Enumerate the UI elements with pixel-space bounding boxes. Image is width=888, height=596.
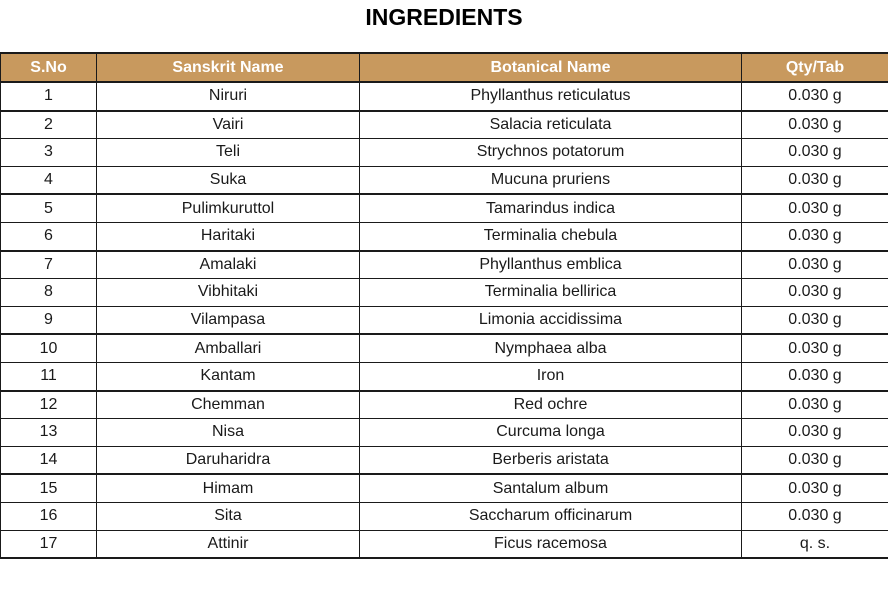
- cell-botanical-name: Terminalia chebula: [360, 222, 742, 250]
- cell-botanical-name: Iron: [360, 362, 742, 390]
- cell-qty: 0.030 g: [742, 419, 888, 447]
- cell-qty: 0.030 g: [742, 279, 888, 307]
- cell-qty: 0.030 g: [742, 306, 888, 334]
- header-sanskrit-name: Sanskrit Name: [97, 53, 360, 82]
- table-row: [1, 530, 888, 558]
- cell-qty: 0.030 g: [742, 166, 888, 194]
- cell-sno: 15: [1, 474, 97, 502]
- cell-botanical-name: Nymphaea alba: [360, 334, 742, 362]
- cell-botanical-name: Tamarindus indica: [360, 194, 742, 222]
- cell-botanical-name: Phyllanthus emblica: [360, 251, 742, 279]
- cell-sanskrit-name: Sita: [97, 502, 360, 530]
- cell-sanskrit-name: Teli: [97, 139, 360, 167]
- cell-qty: 0.030 g: [742, 334, 888, 362]
- cell-qty: 0.030 g: [742, 111, 888, 139]
- cell-sanskrit-name: Attinir: [97, 530, 360, 558]
- cell-sanskrit-name: Niruri: [97, 82, 360, 111]
- cell-botanical-name: Red ochre: [360, 391, 742, 419]
- cell-qty: 0.030 g: [742, 222, 888, 250]
- table-row: [1, 306, 888, 334]
- cell-botanical-name: Saccharum officinarum: [360, 502, 742, 530]
- table-row: [1, 419, 888, 447]
- cell-sno: 16: [1, 502, 97, 530]
- cell-sno: 3: [1, 139, 97, 167]
- table-row: [1, 194, 888, 222]
- header-row: [1, 53, 888, 82]
- table-row: [1, 474, 888, 502]
- cell-sno: 10: [1, 334, 97, 362]
- header-botanical-name: Botanical Name: [360, 53, 742, 82]
- cell-sno: 7: [1, 251, 97, 279]
- table-row: [1, 222, 888, 250]
- cell-sanskrit-name: Suka: [97, 166, 360, 194]
- cell-sno: 8: [1, 279, 97, 307]
- cell-qty: 0.030 g: [742, 502, 888, 530]
- header-sno: S.No: [1, 53, 97, 82]
- cell-qty: 0.030 g: [742, 194, 888, 222]
- cell-sanskrit-name: Nisa: [97, 419, 360, 447]
- cell-sanskrit-name: Vairi: [97, 111, 360, 139]
- cell-sanskrit-name: Chemman: [97, 391, 360, 419]
- table-body: [1, 82, 888, 558]
- cell-sanskrit-name: Kantam: [97, 362, 360, 390]
- cell-sanskrit-name: Vilampasa: [97, 306, 360, 334]
- cell-qty: 0.030 g: [742, 391, 888, 419]
- cell-botanical-name: Terminalia bellirica: [360, 279, 742, 307]
- cell-qty: 0.030 g: [742, 82, 888, 111]
- cell-sno: 14: [1, 446, 97, 474]
- table-row: [1, 251, 888, 279]
- cell-botanical-name: Curcuma longa: [360, 419, 742, 447]
- cell-sno: 9: [1, 306, 97, 334]
- cell-botanical-name: Phyllanthus reticulatus: [360, 82, 742, 111]
- cell-sanskrit-name: Pulimkuruttol: [97, 194, 360, 222]
- cell-sno: 13: [1, 419, 97, 447]
- cell-qty: 0.030 g: [742, 446, 888, 474]
- cell-botanical-name: Berberis aristata: [360, 446, 742, 474]
- cell-qty: 0.030 g: [742, 139, 888, 167]
- cell-botanical-name: Mucuna pruriens: [360, 166, 742, 194]
- cell-sno: 11: [1, 362, 97, 390]
- cell-botanical-name: Salacia reticulata: [360, 111, 742, 139]
- cell-botanical-name: Strychnos potatorum: [360, 139, 742, 167]
- cell-qty: 0.030 g: [742, 362, 888, 390]
- table-row: [1, 279, 888, 307]
- cell-qty: 0.030 g: [742, 474, 888, 502]
- table-header: [1, 53, 888, 82]
- page-title: INGREDIENTS: [365, 4, 523, 30]
- table-row: [1, 334, 888, 362]
- cell-botanical-name: Ficus racemosa: [360, 530, 742, 558]
- cell-sno: 2: [1, 111, 97, 139]
- cell-qty: q. s.: [742, 530, 888, 558]
- table-row: [1, 391, 888, 419]
- cell-sno: 12: [1, 391, 97, 419]
- cell-sanskrit-name: Vibhitaki: [97, 279, 360, 307]
- cell-sanskrit-name: Amalaki: [97, 251, 360, 279]
- cell-sno: 1: [1, 82, 97, 111]
- cell-botanical-name: Limonia accidissima: [360, 306, 742, 334]
- cell-sno: 6: [1, 222, 97, 250]
- ingredients-table: [0, 52, 888, 559]
- cell-sanskrit-name: Amballari: [97, 334, 360, 362]
- table-row: [1, 82, 888, 111]
- cell-sno: 4: [1, 166, 97, 194]
- cell-sno: 5: [1, 194, 97, 222]
- table-row: [1, 139, 888, 167]
- header-qty-per-tab: Qty/Tab: [742, 53, 888, 82]
- table-row: [1, 502, 888, 530]
- cell-sanskrit-name: Himam: [97, 474, 360, 502]
- cell-sno: 17: [1, 530, 97, 558]
- table-row: [1, 446, 888, 474]
- table-row: [1, 362, 888, 390]
- table-row: [1, 166, 888, 194]
- cell-botanical-name: Santalum album: [360, 474, 742, 502]
- table-row: [1, 111, 888, 139]
- cell-sanskrit-name: Haritaki: [97, 222, 360, 250]
- cell-sanskrit-name: Daruharidra: [97, 446, 360, 474]
- cell-qty: 0.030 g: [742, 251, 888, 279]
